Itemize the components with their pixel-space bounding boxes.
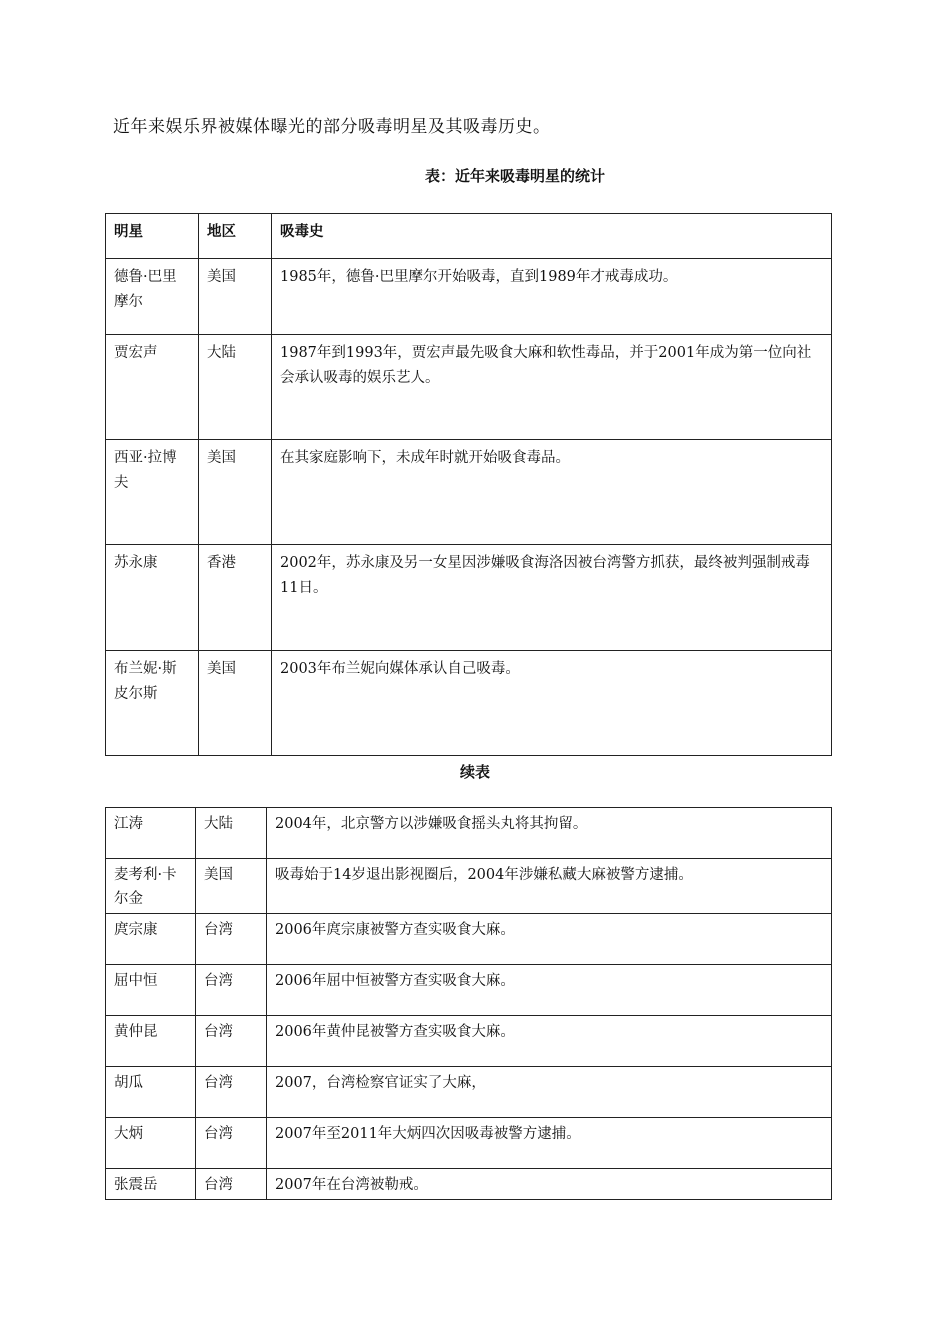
cell-star: 大炳 [106,1118,196,1169]
intro-text: 近年来娱乐界被媒体曝光的部分吸毒明星及其吸毒历史。 [113,117,551,137]
cell-star: 贾宏声 [106,335,199,440]
table-row [106,651,832,756]
cell-star: 张震岳 [106,1169,196,1200]
stars-table-continued [105,807,832,1200]
cell-history: 2006年屈中恒被警方查实吸食大麻。 [267,965,832,1016]
table-row [106,965,832,1016]
cell-region: 美国 [199,651,272,756]
cell-star: 黄仲昆 [106,1016,196,1067]
cell-history: 1987年到1993年，贾宏声最先吸食大麻和软性毒品，并于2001年成为第一位向社会承认吸毒的娱乐艺人。 [272,335,832,440]
cell-history: 2007年在台湾被勒戒。 [267,1169,832,1200]
cell-star: 屈中恒 [106,965,196,1016]
cell-history: 2007，台湾检察官证实了大麻， [267,1067,832,1118]
table-row [106,259,832,335]
table-header-row [106,214,832,259]
cell-region: 美国 [199,440,272,545]
cell-region: 台湾 [196,1169,267,1200]
cell-region: 美国 [196,859,267,914]
cell-history: 2002年，苏永康及另一女星因涉嫌吸食海洛因被台湾警方抓获，最终被判强制戒毒11日。 [272,545,832,651]
table-row [106,808,832,859]
cell-star: 江涛 [106,808,196,859]
cell-region: 台湾 [196,965,267,1016]
cell-history: 2007年至2011年大炳四次因吸毒被警方逮捕。 [267,1118,832,1169]
cell-region: 大陆 [196,808,267,859]
cell-star: 德鲁·巴里摩尔 [106,259,199,335]
cell-star: 麦考利·卡尔金 [106,859,196,914]
cell-region: 台湾 [196,1118,267,1169]
table-row [106,859,832,914]
header-star: 明星 [106,214,199,259]
cell-star: 布兰妮·斯皮尔斯 [106,651,199,756]
table-row [106,1169,832,1200]
cell-region: 美国 [199,259,272,335]
cell-star: 苏永康 [106,545,199,651]
table-row [106,1118,832,1169]
cell-history: 2004年，北京警方以涉嫌吸食摇头丸将其拘留。 [267,808,832,859]
cell-history: 2006年黄仲昆被警方查实吸食大麻。 [267,1016,832,1067]
cell-region: 大陆 [199,335,272,440]
cell-history: 在其家庭影响下，未成年时就开始吸食毒品。 [272,440,832,545]
cell-region: 香港 [199,545,272,651]
header-region: 地区 [199,214,272,259]
table-row [106,545,832,651]
table-row [106,1016,832,1067]
stars-table [105,213,832,756]
cell-region: 台湾 [196,1067,267,1118]
table-caption: 表：近年来吸毒明星的统计 [424,167,605,185]
cell-star: 胡瓜 [106,1067,196,1118]
table-row [106,914,832,965]
cell-history: 2006年庹宗康被警方查实吸食大麻。 [267,914,832,965]
table-row [106,1067,832,1118]
table-row [106,335,832,440]
cell-star: 西亚·拉博夫 [106,440,199,545]
header-history: 吸毒史 [272,214,832,259]
cell-history: 1985年，德鲁·巴里摩尔开始吸毒，直到1989年才戒毒成功。 [272,259,832,335]
cell-history: 2003年布兰妮向媒体承认自己吸毒。 [272,651,832,756]
cell-star: 庹宗康 [106,914,196,965]
cell-history: 吸毒始于14岁退出影视圈后，2004年涉嫌私藏大麻被警方逮捕。 [267,859,832,914]
table-row [106,440,832,545]
cell-region: 台湾 [196,1016,267,1067]
continued-caption: 续表 [459,763,490,781]
cell-region: 台湾 [196,914,267,965]
